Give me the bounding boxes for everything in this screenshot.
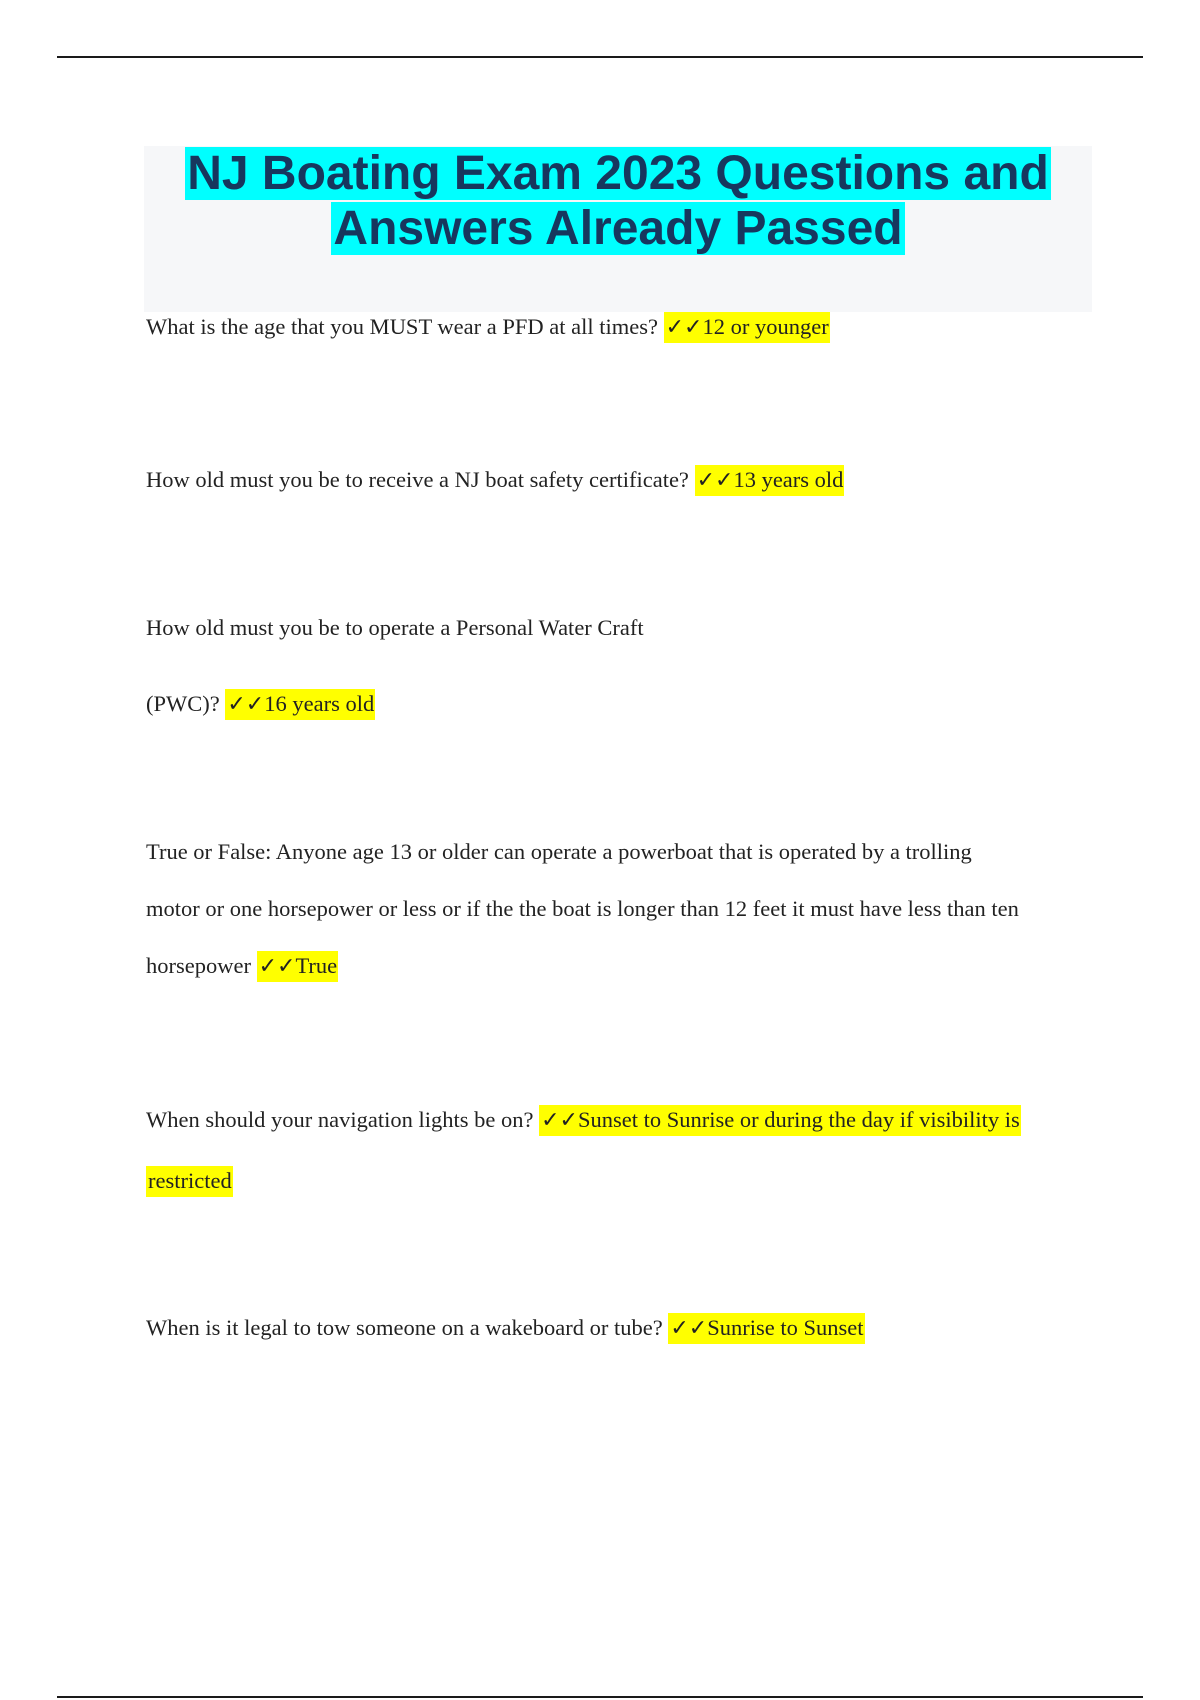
double-check-icon: ✓✓ xyxy=(258,954,296,979)
qa-item-6 xyxy=(146,1315,865,1341)
answer-highlight xyxy=(225,689,375,720)
answer-highlight xyxy=(539,1105,1021,1136)
answer-highlight xyxy=(668,1313,864,1344)
question-text: horsepower xyxy=(146,953,251,978)
question-text: How old must you be to operate a Personal Water Craft xyxy=(146,615,644,640)
qa-item-3-line-1 xyxy=(146,615,644,641)
answer-highlight xyxy=(695,465,845,496)
answer-text: Sunset to Sunrise or during the day if visibility is xyxy=(577,1107,1020,1132)
double-check-icon: ✓✓ xyxy=(227,692,265,717)
question-text: When should your navigation lights be on? xyxy=(146,1107,534,1132)
qa-item-4-line-1 xyxy=(146,839,972,865)
title-block xyxy=(144,146,1092,312)
double-check-icon: ✓✓ xyxy=(665,315,703,340)
bottom-rule xyxy=(57,1696,1143,1698)
question-text: (PWC)? xyxy=(146,691,220,716)
qa-item-1 xyxy=(146,314,830,340)
answer-highlight xyxy=(664,312,830,343)
qa-item-2 xyxy=(146,467,844,493)
answer-text: restricted xyxy=(148,1168,232,1193)
top-rule xyxy=(57,56,1143,58)
double-check-icon: ✓✓ xyxy=(670,1316,708,1341)
answer-text: 13 years old xyxy=(733,467,844,492)
question-text: motor or one horsepower or less or if the the boat is longer than 12 feet it must have less than ten xyxy=(146,896,1019,921)
double-check-icon: ✓✓ xyxy=(696,468,734,493)
page-title xyxy=(144,146,1092,256)
answer-highlight xyxy=(146,1166,233,1197)
qa-item-5-line-2 xyxy=(146,1168,233,1194)
answer-text: True xyxy=(295,953,338,978)
title-line-1: NJ Boating Exam 2023 Questions and xyxy=(187,147,1049,200)
qa-item-4-line-3 xyxy=(146,953,338,979)
answer-text: 16 years old xyxy=(264,691,375,716)
question-text: True or False: Anyone age 13 or older can operate a powerboat that is operated by a trolling xyxy=(146,839,972,864)
answer-highlight xyxy=(257,951,339,982)
qa-item-5-line-1 xyxy=(146,1107,1021,1133)
question-text: How old must you be to receive a NJ boat safety certificate? xyxy=(146,467,689,492)
qa-item-4-line-2 xyxy=(146,896,1019,922)
qa-item-3-line-2 xyxy=(146,691,375,717)
answer-text: Sunrise to Sunset xyxy=(707,1315,864,1340)
question-text: What is the age that you MUST wear a PFD at all times? xyxy=(146,314,658,339)
double-check-icon: ✓✓ xyxy=(541,1108,578,1133)
question-text: When is it legal to tow someone on a wakeboard or tube? xyxy=(146,1315,663,1340)
answer-text: 12 or younger xyxy=(702,314,829,339)
title-line-2: Answers Already Passed xyxy=(333,202,903,255)
